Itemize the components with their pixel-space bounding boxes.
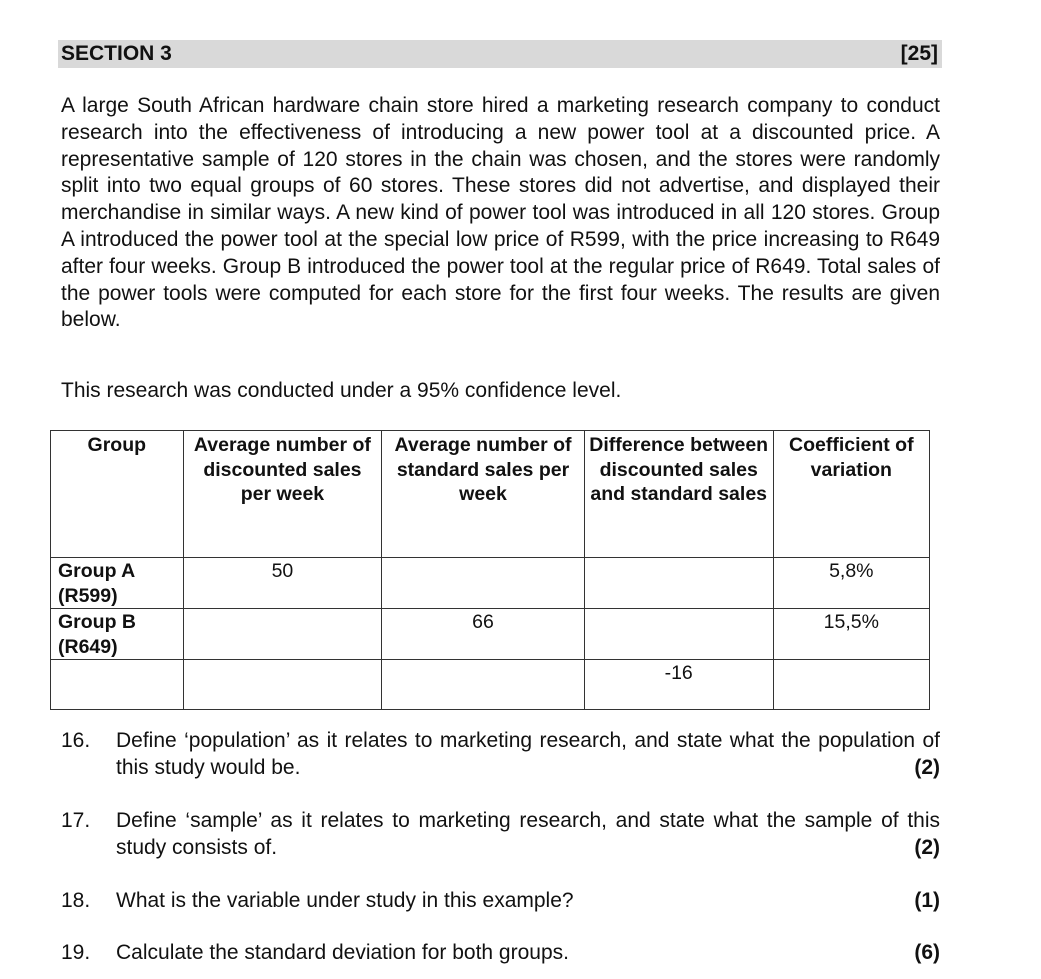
section-title: SECTION 3 — [61, 42, 172, 65]
group-name: Group B — [58, 611, 136, 633]
question-17 — [61, 807, 940, 863]
difference-cell: -16 — [584, 660, 773, 710]
results-table — [50, 430, 930, 710]
question-16 — [61, 727, 940, 783]
standard-cell — [382, 660, 585, 710]
cv-cell: 15,5% — [773, 609, 929, 660]
difference-cell — [584, 609, 773, 660]
question-marks: (2) — [914, 836, 940, 859]
group-cell — [51, 660, 184, 710]
question-number: 16. — [61, 729, 91, 752]
question-18 — [61, 887, 940, 915]
group-cell — [51, 558, 184, 609]
question-19 — [61, 939, 940, 967]
section-marks: [25] — [900, 42, 938, 65]
group-price: (R599) — [58, 584, 118, 607]
question-number: 17. — [61, 809, 91, 832]
discounted-cell: 50 — [183, 558, 382, 609]
header-group: Group — [51, 431, 184, 558]
intro-paragraph: A large South African hardware chain store hired a marketing research company to conduct research into the effectiveness of introducing a new power tool at a discounted price. A representative sample of 120 stores in the chain was chosen, and the stores were randomly split into two equal groups of 60 stores. These stores did not advertise, and displayed their merchandise in similar ways. A new kind of power tool was introduced in all 120 stores. Group A introduced the power tool at the special low price of R599, with the price increasing to R649 after four weeks. Group B introduced the power tool at the regular price of R649. Total sales of the power tools were computed for each store for the first four weeks. The results are given below. — [61, 94, 940, 332]
question-marks: (2) — [914, 756, 940, 779]
header-cv: Coefficient of variation — [773, 431, 929, 558]
cv-cell — [773, 660, 929, 710]
question-marks: (1) — [914, 889, 940, 912]
group-cell — [51, 609, 184, 660]
standard-cell — [382, 558, 585, 609]
table-header-row — [51, 431, 930, 558]
question-marks: (6) — [914, 941, 940, 964]
table-row — [51, 609, 930, 660]
header-standard: Average number of standard sales per week — [382, 431, 585, 558]
question-number: 18. — [61, 889, 91, 912]
question-text: Calculate the standard deviation for both groups. — [116, 941, 569, 964]
table-row — [51, 558, 930, 609]
question-text: Define ‘sample’ as it relates to marketing research, and state what the sample of this study consists of. — [116, 809, 940, 859]
difference-cell — [584, 558, 773, 609]
header-difference: Difference between discounted sales and standard sales — [584, 431, 773, 558]
question-number: 19. — [61, 941, 91, 964]
table-row — [51, 660, 930, 710]
standard-cell: 66 — [382, 609, 585, 660]
group-price: (R649) — [58, 635, 118, 658]
question-text: What is the variable under study in this example? — [116, 889, 574, 912]
discounted-cell — [183, 660, 382, 710]
section-header — [58, 40, 942, 68]
confidence-note: This research was conducted under a 95% confidence level. — [61, 379, 622, 402]
group-name: Group A — [58, 560, 136, 582]
header-discounted: Average number of discounted sales per week — [183, 431, 382, 558]
discounted-cell — [183, 609, 382, 660]
cv-cell: 5,8% — [773, 558, 929, 609]
question-text: Define ‘population’ as it relates to marketing research, and state what the population of this study would be. — [116, 729, 940, 779]
